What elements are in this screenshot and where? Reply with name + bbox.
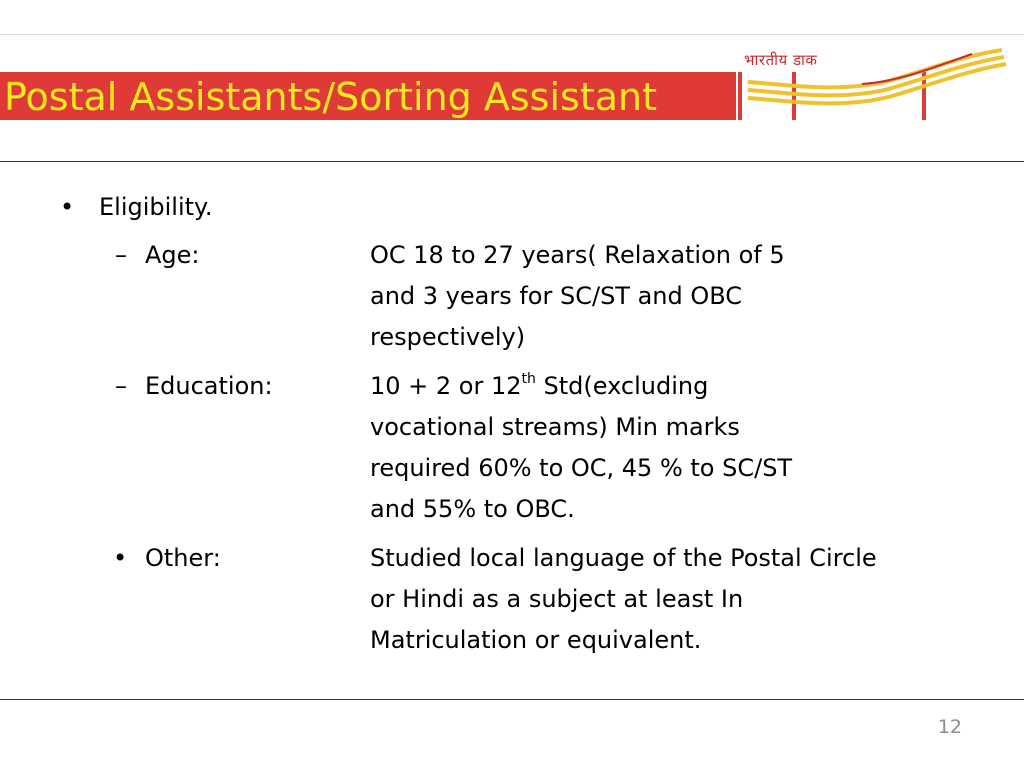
eligibility-heading: Eligibility. xyxy=(99,193,213,221)
other-label: Other: xyxy=(145,544,221,572)
education-marker: – xyxy=(115,372,127,400)
education-line-3: required 60% to OC, 45 % to SC/ST xyxy=(370,454,793,482)
education-line-1 xyxy=(370,366,708,407)
age-label: Age: xyxy=(145,241,200,269)
education-superscript: th xyxy=(521,371,536,387)
education-line-1-start: 10 + 2 or 12 xyxy=(370,372,522,400)
footer-divider xyxy=(0,699,1024,700)
other-line-2: or Hindi as a subject at least In xyxy=(370,585,744,613)
age-line-3: respectively) xyxy=(370,323,526,351)
education-line-1-end: Std(excluding xyxy=(535,372,709,400)
education-line-4: and 55% to OBC. xyxy=(370,495,575,523)
age-marker: – xyxy=(115,241,127,269)
slide-title: Postal Assistants/Sorting Assistant xyxy=(4,75,657,119)
page-number: 12 xyxy=(937,716,962,738)
logo-text: भारतीय डाक xyxy=(744,51,818,69)
eligibility-bullet: • xyxy=(60,193,75,221)
other-line-3: Matriculation or equivalent. xyxy=(370,626,702,654)
other-marker: • xyxy=(113,544,128,572)
age-line-1: OC 18 to 27 years( Relaxation of 5 xyxy=(370,241,785,269)
education-label: Education: xyxy=(145,372,273,400)
other-line-1: Studied local language of the Postal Circle xyxy=(370,544,877,572)
age-line-2: and 3 years for SC/ST and OBC xyxy=(370,282,743,310)
education-line-2: vocational streams) Min marks xyxy=(370,413,740,441)
